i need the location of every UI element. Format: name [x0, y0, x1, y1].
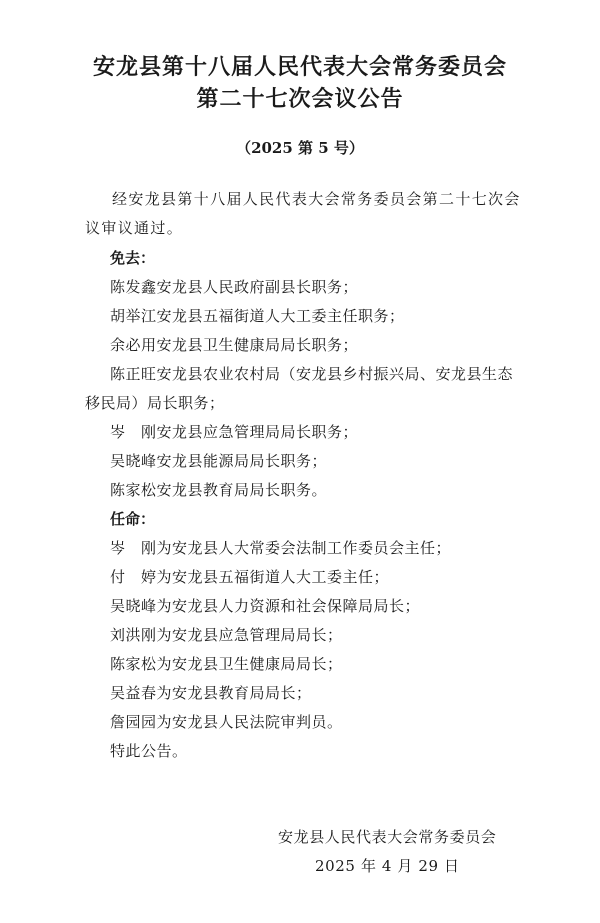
appointment-item: 刘洪刚为安龙县应急管理局局长；	[110, 626, 343, 644]
appointment-item: 吴晓峰为安龙县人力资源和社会保障局局长；	[110, 597, 421, 615]
title-line-1: 安龙县第十八届人民代表大会常务委员会	[92, 54, 507, 80]
dismissal-item: 胡举江安龙县五福街道人大工委主任职务；	[110, 307, 405, 325]
closing-statement: 特此公告。	[110, 742, 188, 760]
dismissal-item: 陈家松安龙县教育局局长职务。	[110, 481, 328, 499]
dismissal-item: 陈发鑫安龙县人民政府副县长职务；	[110, 278, 359, 296]
appointment-item: 詹园园为安龙县人民法院审判员。	[110, 713, 343, 731]
document-number: （2025 第 5 号）	[236, 139, 364, 157]
dismissal-item: 陈正旺安龙县农业农村局（安龙县乡村振兴局、安龙县生态	[110, 365, 514, 383]
intro-line-1: 经安龙县第十八届人民代表大会常务委员会第二十七次会	[112, 190, 521, 208]
appointment-item: 陈家松为安龙县卫生健康局局长；	[110, 655, 343, 673]
title-line-2: 第二十七次会议公告	[196, 86, 404, 112]
issue-date: 2025 年 4 月 29 日	[315, 857, 460, 875]
issuing-organization: 安龙县人民代表大会常务委员会	[278, 828, 497, 846]
dismissal-item: 岑 刚安龙县应急管理局局长职务；	[110, 423, 359, 441]
dismissal-item-continuation: 移民局）局长职务；	[85, 394, 225, 412]
appointment-heading: 任命：	[110, 510, 156, 528]
dismissal-item: 余必用安龙县卫生健康局局长职务；	[110, 336, 359, 354]
appointment-item: 付 婷为安龙县五福街道人大工委主任；	[110, 568, 390, 586]
appointment-item: 吴益春为安龙县教育局局长；	[110, 684, 312, 702]
dismissal-item: 吴晓峰安龙县能源局局长职务；	[110, 452, 328, 470]
appointment-item: 岑 刚为安龙县人大常委会法制工作委员会主任；	[110, 539, 452, 557]
dismissal-heading: 免去：	[110, 249, 156, 267]
intro-line-2: 议审议通过。	[85, 219, 184, 237]
